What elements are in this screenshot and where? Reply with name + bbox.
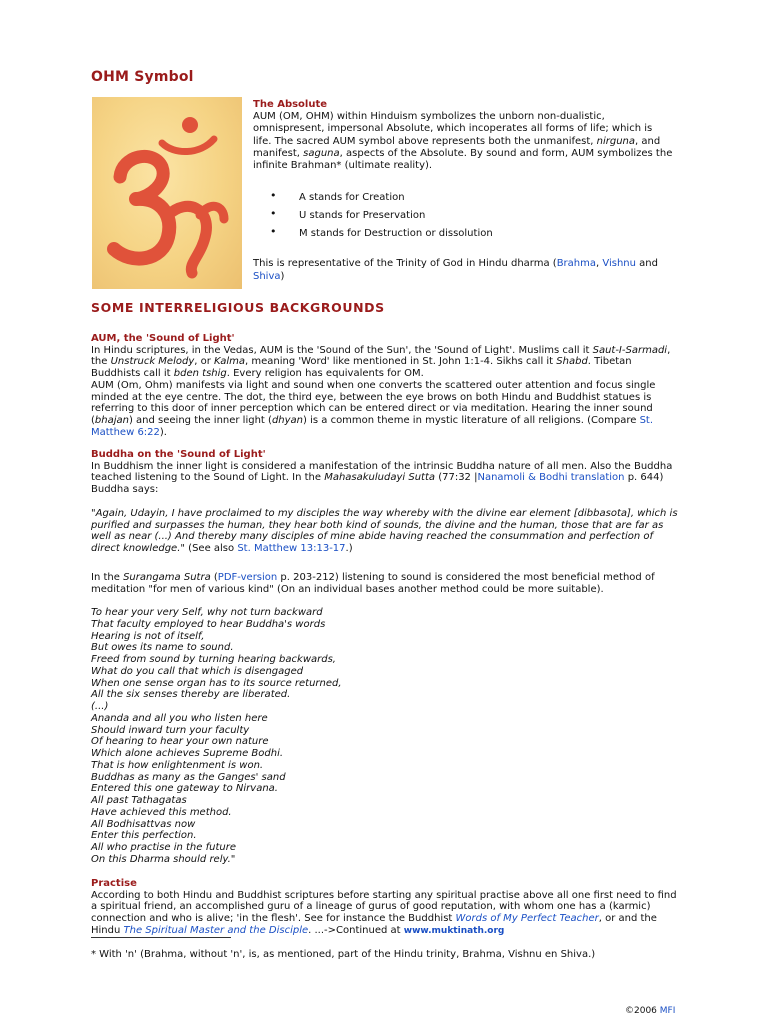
muktinath-link[interactable]: www.muktinath.org (403, 925, 505, 936)
poem-line: Should inward turn your faculty (91, 724, 250, 736)
poem-line: All the six senses thereby are liberated. (91, 689, 291, 701)
absolute-text-1: AUM (OM, OHM) within Hinduism symbolizes the unborn non-dualistic, omnispresent, impersonal Absolute, which incoperates all forms of life; which is life. The sacred AUM symbol above represents both the unmanifest, (253, 111, 653, 147)
page-title: OHM Symbol (91, 69, 194, 85)
nanamoli-bodhi-link[interactable]: Nanamoli & Bodhi translation (477, 472, 625, 484)
shiva-link[interactable]: Shiva (253, 270, 281, 282)
poem-line: When one sense organ has to its source returned, (91, 677, 342, 689)
poem-line: But owes its name to sound. (91, 642, 234, 654)
text: , the (91, 344, 671, 368)
vishnu-link[interactable]: Vishnu (602, 258, 636, 269)
footnote: * With 'n' (Brahma, without 'n', is, as mentioned, part of the Hindu trinity, Brahma, Vishnu en Shiva.) (91, 949, 596, 960)
term: bhajan (94, 414, 129, 426)
term: Shabd (556, 356, 588, 368)
list-item-text: A stands for Creation (299, 192, 405, 203)
poem-line: Have achieved this method. (91, 806, 232, 818)
poem-line: That is how enlightenment is won. (91, 759, 264, 771)
copyright (625, 1006, 675, 1016)
practise-heading: Practise (91, 878, 137, 889)
surangama-paragraph (91, 572, 681, 595)
aum-meaning-list (253, 189, 633, 245)
absolute-heading: The Absolute (253, 99, 328, 110)
text: p. 203-212) listening to sound is considered the most beneficial method of meditation "for men of various kind" (On an individual bases another method could be more suitable). (91, 572, 655, 595)
bullet: • (270, 206, 277, 220)
text: (See also (184, 542, 238, 554)
separator: ) (280, 270, 285, 282)
aum-light-heading: AUM, the 'Sound of Light' (91, 333, 235, 344)
poem-line: Enter this perfection. (91, 830, 197, 842)
list-item-text: U stands for Preservation (299, 209, 426, 221)
list-item (253, 224, 633, 246)
list-item (253, 189, 633, 210)
buddha-light-paragraph (91, 461, 681, 496)
absolute-text-3: , aspects of the Absolute. By sound and form, AUM symbolizes the infinite Brahman* (ultimate reality). (253, 147, 673, 172)
text: p. 644) Buddha says: (91, 472, 664, 496)
text: ) is a common theme in mystic literature of all religions. (Compare (303, 414, 640, 426)
poem-line: What do you call that which is disengaged (91, 665, 304, 677)
text: AUM (Om, Ohm) manifests via light and sound when one converts the scattered outer attention and focus single minded at the eye centre. The dot, the third eye, between the eye brows on both Hindu and Buddhist statues is referring to this door of inner perception which can be entered direct or via meditation. Hearing the inner sound ( (91, 379, 656, 426)
text: In Buddhism the inner light is considered a manifestation of the intrinsic Buddha nature of all men. Also the Buddha teached listening to the Sound of Light. In the (91, 460, 673, 484)
bullet: • (270, 189, 277, 202)
term: Kalma (214, 356, 245, 368)
poem-line: Entered this one gateway to Nirvana. (91, 783, 278, 795)
brahma-link[interactable]: Brahma (556, 258, 596, 269)
list-item (253, 206, 633, 228)
aum-light-section (91, 333, 681, 438)
absolute-section (253, 99, 673, 172)
text: (77:32 | (435, 472, 478, 484)
poem-line: All Bodhisattvas now (91, 818, 196, 830)
term: dhyan (271, 414, 304, 426)
mfi-link[interactable]: MFI (659, 1006, 676, 1016)
spiritual-master-link[interactable]: The Spiritual Master and the Disciple (123, 924, 309, 936)
text: , or (194, 356, 215, 368)
words-of-my-perfect-teacher-link[interactable]: Words of My Perfect Teacher (455, 913, 599, 925)
poem-line: Which alone achieves Supreme Bodhi. (91, 748, 284, 759)
text: In the (91, 572, 124, 583)
trinity-text: This is representative of the Trinity of God in Hindu dharma ( (253, 258, 557, 269)
text: ( (210, 572, 218, 583)
text: In Hindu scriptures, in the Vedas, AUM is the 'Sound of the Sun', the 'Sound of Light'. Muslims call it (91, 344, 593, 356)
poem-line: That faculty employed to hear Buddha's words (91, 618, 326, 630)
text: .) (345, 542, 353, 554)
separator: and (635, 258, 658, 269)
buddha-light-heading: Buddha on the 'Sound of Light' (91, 449, 266, 460)
term: Mahasakuludayi Sutta (324, 472, 436, 484)
absolute-paragraph (253, 111, 673, 172)
separator: , (596, 258, 603, 269)
text: , or and the Hindu (91, 913, 657, 936)
poem (91, 607, 491, 866)
poem-line: Of hearing to hear your own nature (91, 736, 269, 748)
pdf-version-link[interactable]: PDF-version (217, 572, 278, 583)
om-symbol-icon (92, 97, 242, 289)
text: . ...->Continued at (308, 924, 404, 936)
poem-line: All past Tathagatas (91, 795, 187, 806)
poem-line: On this Dharma should rely." (91, 853, 236, 865)
text: . Every religion has equivalents for OM. (226, 368, 424, 380)
matthew-6-22-link[interactable]: St. Matthew 6:22 (91, 414, 654, 438)
absolute-text-2: , and manifest, (253, 135, 661, 159)
saguna-term: saguna (303, 147, 340, 159)
text: ) and seeing the inner light ( (128, 414, 272, 426)
aum-light-paragraph (91, 345, 681, 439)
practise-paragraph (91, 890, 681, 938)
list-item-text: M stands for Destruction or dissolution (299, 227, 493, 239)
om-symbol-image (92, 97, 242, 289)
nirguna-term: nirguna (596, 135, 636, 147)
footnote-divider (91, 937, 231, 938)
poem-line: Buddhas as many as the Ganges' sand (91, 771, 286, 783)
poem-line: Freed from sound by turning hearing backwards, (91, 654, 336, 665)
buddha-quote-paragraph (91, 508, 681, 555)
copyright-text: ©2006 (625, 1006, 660, 1016)
term: Saut-I-Sarmadi (592, 344, 668, 356)
matthew-13-13-link[interactable]: St. Matthew 13:13-17 (237, 542, 346, 554)
section-heading: SOME INTERRELIGIOUS BACKGROUNDS (91, 300, 385, 315)
practise-section (91, 878, 681, 938)
poem-line: Ananda and all you who listen here (91, 712, 268, 724)
bullet: • (270, 224, 277, 238)
buddha-light-section (91, 449, 681, 555)
term: bden tshig (173, 368, 227, 380)
quote: "Again, Udayin, I have proclaimed to my disciples the way whereby with the divine ear element [dibbasota], which is purified and surpasses the human, they hear both kind of sounds, the divine and the human, those that are far as well as near (...) And thereby many disciples of mine abide having reached the consummation and perfection of direct knowledge." (91, 507, 678, 554)
text: . Tibetan Buddhists call it (91, 356, 632, 380)
poem-line: To hear your very Self, why not turn backward (91, 607, 323, 618)
term: Unstruck Melody (110, 356, 195, 368)
text: , meaning 'Word' like mentioned in St. John 1:1-4. Sikhs call it (245, 356, 557, 368)
text: ). (159, 426, 167, 438)
surangama-section (91, 572, 681, 595)
text: According to both Hindu and Buddhist scriptures before starting any spiritual practise above all one first need to find a spiritual friend, an accomplished guru of a lineage of gurus of good reputation, with whom one has a (karmic) connection and who is alive; 'in the flesh'. See for instance the Buddhist (91, 889, 677, 925)
term: Surangama Sutra (123, 572, 211, 583)
poem-line: All who practise in the future (91, 842, 236, 853)
poem-line: (...) (91, 701, 109, 712)
poem-line: Hearing is not of itself, (91, 630, 205, 642)
trinity-paragraph (253, 258, 673, 283)
